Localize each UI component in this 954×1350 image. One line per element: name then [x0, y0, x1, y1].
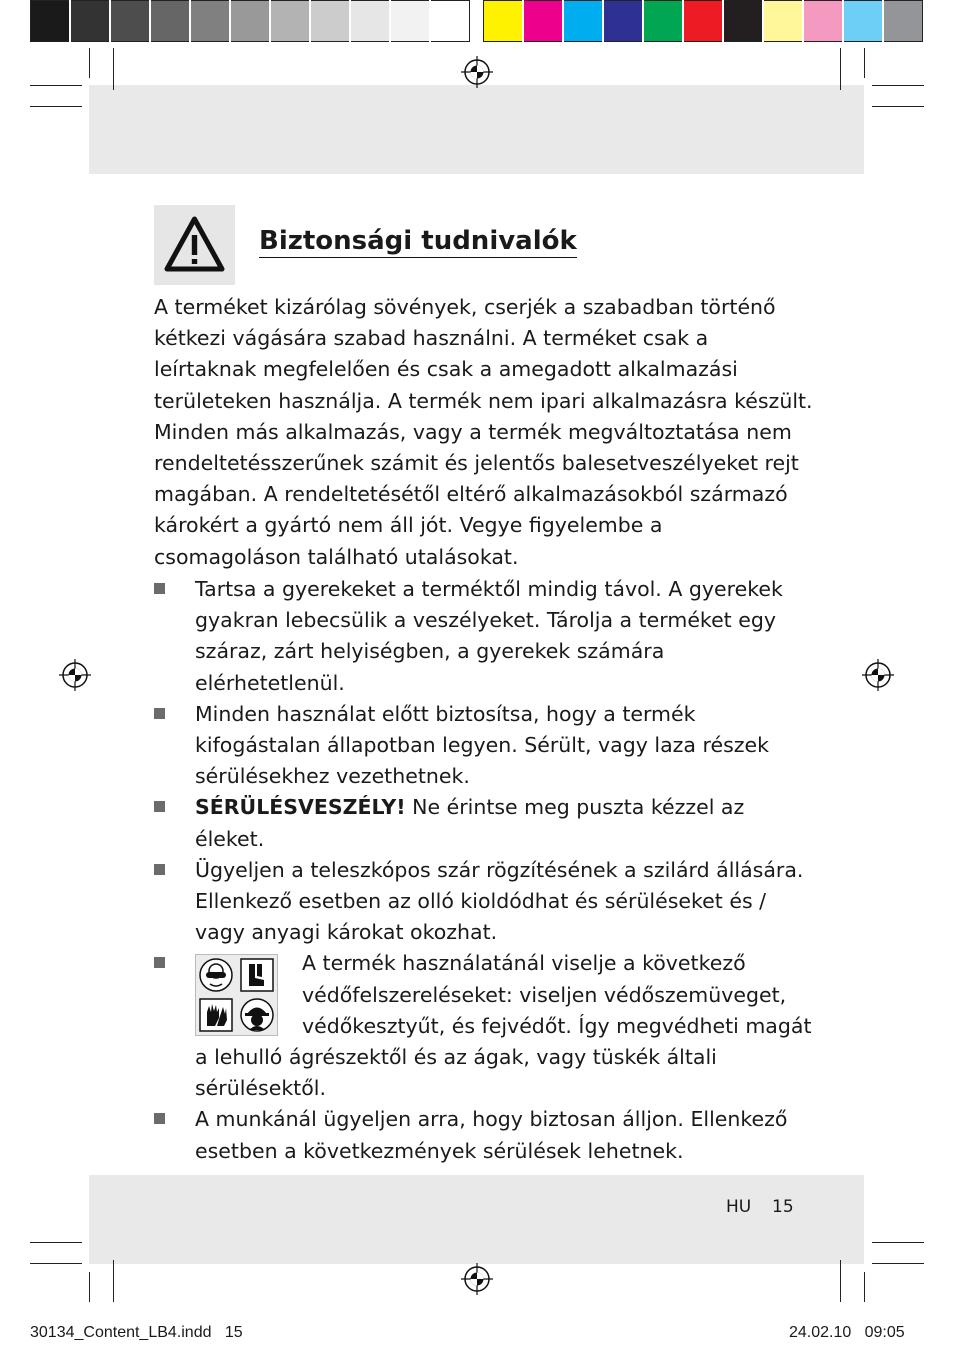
- slug-file-info: 30134_Content_LB4.indd 15: [30, 1324, 243, 1341]
- list-item-text: Ne érintse meg puszta kézzel az éleket.: [195, 795, 745, 851]
- registration-mark-icon: [461, 1263, 493, 1295]
- color-swatch: [311, 0, 349, 42]
- slug-date-info: 24.02.10 09:05: [789, 1324, 905, 1341]
- crop-mark: [113, 48, 114, 90]
- bullet-square-icon: [154, 583, 165, 594]
- list-item: [154, 574, 814, 699]
- list-item: [154, 792, 814, 854]
- color-swatch: [844, 0, 882, 42]
- color-scale-bar: [483, 0, 925, 42]
- boots-icon: [237, 955, 278, 995]
- ppe-icon-grid: [195, 954, 278, 1036]
- color-swatch: [524, 0, 562, 42]
- color-swatch: [391, 0, 429, 42]
- header-band: [89, 85, 864, 174]
- list-item-text: Ügyeljen a teleszkópos szár rögzítésének a szilárd állására. Ellenkező esetben az olló kioldódhat és sérüléseket és / vagy anyagi károkat okozhat.: [195, 857, 804, 945]
- color-swatch: [604, 0, 642, 42]
- color-swatch: [764, 0, 802, 42]
- crop-mark: [864, 48, 865, 78]
- list-item-text: Tartsa a gyerekeket a terméktől mindig távol. A gyerekek gyakran lebecsülik a veszélyeket. Tárolja a terméket egy száraz, zárt helyiségben, a gyerekek számára elérhetetlenül.: [195, 577, 783, 695]
- registration-mark-icon: [59, 659, 91, 691]
- language-code: HU: [726, 1197, 752, 1217]
- color-swatch: [564, 0, 602, 42]
- bullet-square-icon: [154, 1113, 165, 1124]
- crop-mark: [840, 1260, 841, 1302]
- crop-mark: [864, 1272, 865, 1302]
- crop-mark: [30, 1242, 82, 1243]
- color-swatch: [30, 0, 69, 42]
- registration-mark-icon: [862, 659, 894, 691]
- color-swatch: [483, 0, 522, 42]
- crop-mark: [89, 1272, 90, 1302]
- footer-band: [89, 1175, 864, 1264]
- crop-mark: [872, 106, 924, 107]
- crop-mark: [872, 1242, 924, 1243]
- safety-list: [154, 574, 814, 1167]
- color-swatch: [151, 0, 189, 42]
- color-swatch: [804, 0, 842, 42]
- registration-mark-icon: [461, 56, 493, 88]
- list-item: [154, 699, 814, 793]
- gray-scale-bar: [30, 0, 472, 42]
- crop-mark: [30, 106, 82, 107]
- bullet-square-icon: [154, 864, 165, 875]
- list-item: [154, 1104, 814, 1166]
- color-swatch: [71, 0, 109, 42]
- crop-mark: [113, 1260, 114, 1302]
- goggles-icon: [196, 955, 237, 995]
- page-title: Biztonsági tudnivalók: [259, 226, 577, 256]
- color-swatch: [884, 0, 923, 42]
- crop-mark: [872, 85, 924, 86]
- ppe-text-tail: a lehulló ágrészektől és az ágak, vagy tüskék általi sérülésektől.: [195, 1045, 717, 1101]
- color-swatch: [644, 0, 682, 42]
- color-swatch: [271, 0, 309, 42]
- injury-warning-label: SÉRÜLÉSVESZÉLY!: [195, 795, 406, 820]
- color-swatch: [724, 0, 762, 42]
- list-item: [154, 948, 814, 1104]
- crop-mark: [872, 1263, 924, 1264]
- ppe-text: A termék használatánál viselje a következő védőfelszereléseket: viseljen védőszemüveget, védőkesztyűt, és fejvédőt. Így megvédheti magát: [302, 951, 812, 1038]
- list-item-text: Minden használat előtt biztosítsa, hogy a termék kifogástalan állapotban legyen. Sérült, vagy laza részek sérülésekhez vezethetnek.: [195, 701, 770, 789]
- bullet-square-icon: [154, 801, 165, 812]
- gloves-icon: [196, 995, 237, 1035]
- color-swatch: [351, 0, 389, 42]
- list-item: [154, 855, 814, 949]
- bullet-square-icon: [154, 957, 165, 968]
- crop-mark: [89, 48, 90, 78]
- page-number: 15: [772, 1197, 794, 1217]
- crop-mark: [840, 48, 841, 90]
- color-swatch: [111, 0, 149, 42]
- warning-box: [154, 205, 235, 285]
- helmet-icon: [237, 995, 278, 1035]
- warning-triangle-icon: [154, 205, 235, 285]
- bullet-square-icon: [154, 708, 165, 719]
- color-swatch: [231, 0, 269, 42]
- color-swatch: [684, 0, 722, 42]
- color-swatch: [191, 0, 229, 42]
- ppe-row: [195, 948, 814, 1042]
- intro-paragraph: A terméket kizárólag sövények, cserjék a szabadban történő kétkezi vágására szabad használni. A terméket csak a leírtaknak megfelelően és csak a amegadott alkalmazási területeken használja. A termék nem ipari alkalmazásra készült. Minden más alkalmazás, vagy a termék megváltoztatása nem rendeltetésszerűnek számit és jelentős balesetveszélyeket rejt magában. A rendeltetésétől eltérő alkalmazásokból származó károkért a gyártó nem áll jót. Vegye figyelembe a csomagoláson található utalásokat.: [154, 295, 813, 569]
- list-item-text: A munkánál ügyeljen arra, hogy biztosan álljon. Ellenkező esetben a következmények sérülések lehetnek.: [195, 1107, 788, 1163]
- crop-mark: [30, 1263, 82, 1264]
- crop-mark: [30, 85, 82, 86]
- color-swatch: [431, 0, 470, 42]
